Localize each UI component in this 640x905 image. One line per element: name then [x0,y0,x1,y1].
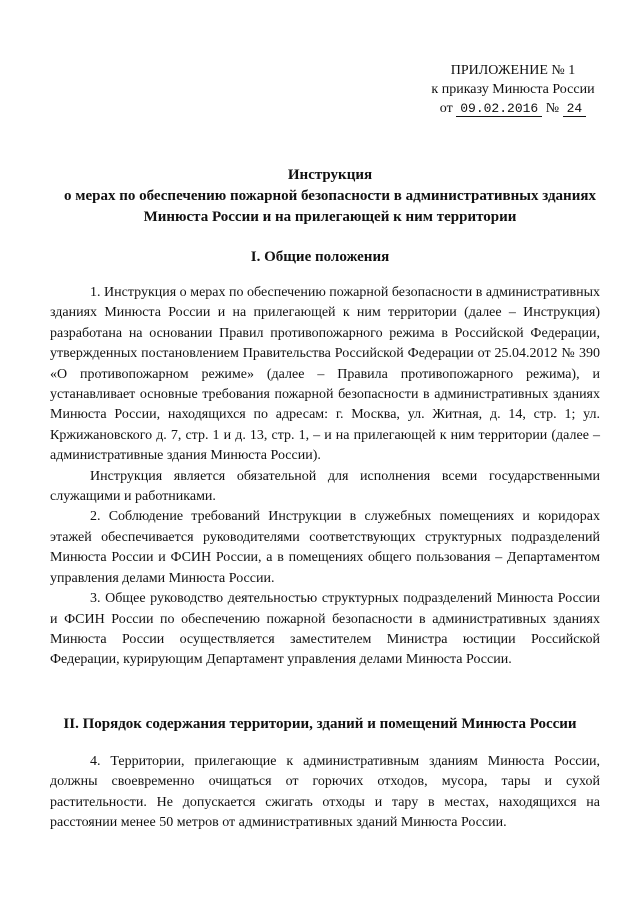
appendix-number: 24 [563,101,587,117]
section2-body [50,752,600,834]
document-title-line1: Инструкция [287,167,373,183]
appendix-title: ПРИЛОЖЕНИЕ № 1 [450,63,576,78]
paragraph-3: 3. Общее руководство деятельностью структурных подразделений Минюста России и ФСИН России по обеспечению пожарной безопасности в административных зданиях Минюста России осуществляется заместителем Министра юстиции Российской Федерации, курирующим Департамент управления делами Минюста России. [50,591,600,668]
section2-heading: II. Порядок содержания территории, зданий и помещений Минюста России [63,716,577,732]
paragraph-1: 1. Инструкция о мерах по обеспечению пожарной безопасности в административных зданиях Минюста России и на прилегающей к ним территории (далее – Инструкция) разработана на основании Правил противопожарного режима в Российской Федерации, утвержденных постановлением Правительства Российской Федерации от 25.04.2012 № 390 «О противопожарном режиме» (далее – Правила противопожарного режима), и устанавливает основные требования пожарной безопасности в административных зданиях Минюста России, находящихся по адресам: г. Москва, ул. Житная, д. 14, стр. 1; ул. Кржижановского д. 7, стр. 1 и д. 13, стр. 1, – и на прилегающей к ним территории (далее – административные здания Минюста России). [50,285,600,464]
section1-heading: I. Общие положения [250,249,390,265]
appendix-order: к приказу Минюста России [431,82,595,97]
appendix-number-prefix: № [545,101,560,116]
paragraph-2: 2. Соблюдение требований Инструкции в служебных помещениях и коридорах этажей обеспечивается руководителями соответствующих структурных подразделений Минюста России и ФСИН России, а в помещениях общего пользования – Департаментом управления делами Минюста России. [50,509,600,586]
document-title [40,165,620,228]
section1-body [50,283,600,671]
appendix-block [418,61,608,118]
appendix-date: 09.02.2016 [456,101,542,117]
document-title-line3: Минюста России и на прилегающей к ним территории [143,209,517,225]
paragraph-4: 4. Территории, прилегающие к административным зданиям Минюста России, должны своевременно очищаться от горючих отходов, мусора, тары и сухой растительности. Не допускается сжигать отходы и тару в местах, находящихся на расстоянии менее 50 метров от административных зданий Минюста России. [50,754,600,831]
document-title-line2: о мерах по обеспечению пожарной безопасности в административных зданиях [64,188,596,204]
appendix-date-prefix: от [439,101,453,116]
paragraph-1-note: Инструкция является обязательной для исполнения всеми государственными служащими и работниками. [50,468,600,505]
appendix-date-line [418,99,608,118]
